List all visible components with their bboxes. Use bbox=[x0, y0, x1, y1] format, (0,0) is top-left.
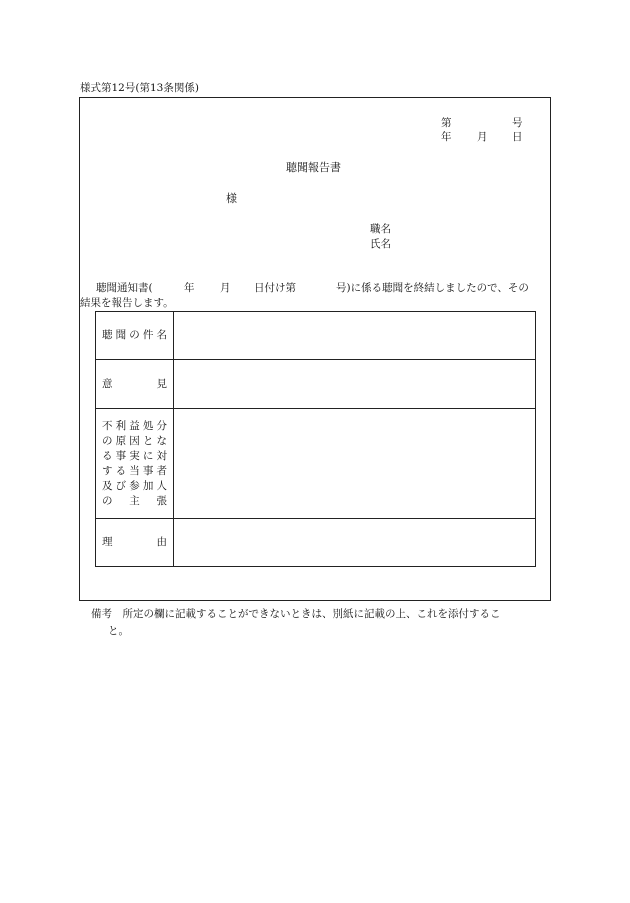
date-year: 年 bbox=[441, 131, 452, 143]
date-month: 月 bbox=[477, 131, 488, 143]
label-char: 聞 bbox=[115, 329, 127, 341]
number-prefix: 第 bbox=[441, 117, 452, 129]
label-char: す bbox=[102, 464, 113, 477]
label-char: 利 bbox=[115, 419, 127, 432]
label-char: 加 bbox=[142, 479, 154, 492]
label-char: と bbox=[142, 434, 154, 447]
label-char: る bbox=[102, 449, 113, 462]
body-notice-ref: 聴聞通知書( bbox=[96, 282, 153, 294]
row-label-opinion bbox=[96, 360, 174, 409]
label-char: 実 bbox=[129, 449, 140, 462]
remarks-note: 備考 所定の欄に記載することができないときは、別紙に記載の上、これを添付するこ bbox=[91, 608, 501, 620]
label-char: 人 bbox=[156, 479, 167, 492]
table-row bbox=[96, 519, 536, 567]
label-char: に bbox=[142, 449, 154, 462]
body-date-no: 日付け第 bbox=[254, 282, 296, 294]
row-label-reason bbox=[96, 519, 174, 567]
table-row bbox=[96, 312, 536, 360]
label-char: る bbox=[115, 464, 127, 477]
row-value-case-name[interactable] bbox=[174, 312, 536, 360]
remarks-note-continued: と。 bbox=[108, 625, 129, 637]
label-char: 当 bbox=[129, 464, 140, 477]
sender-name-label: 氏名 bbox=[370, 238, 391, 250]
row-value-reason[interactable] bbox=[174, 519, 536, 567]
body-month: 月 bbox=[220, 282, 231, 294]
addressee-suffix: 様 bbox=[226, 192, 237, 205]
label-char: 理 bbox=[102, 536, 113, 548]
label-char: 者 bbox=[156, 464, 167, 477]
body-text-line2: 結果を報告します。 bbox=[80, 297, 174, 309]
label-char: 主 bbox=[129, 494, 140, 507]
label-char: 対 bbox=[156, 449, 167, 462]
row-label-claims bbox=[96, 409, 174, 519]
label-char: な bbox=[156, 434, 167, 447]
label-char: 件 bbox=[142, 329, 154, 341]
form-number-header: 様式第12号(第13条関係) bbox=[80, 82, 199, 94]
label-char: 聴 bbox=[102, 329, 113, 341]
label-char: の bbox=[129, 329, 140, 341]
label-char: 意 bbox=[102, 377, 113, 390]
row-label-case-name bbox=[96, 312, 174, 360]
label-char: 益 bbox=[129, 419, 140, 432]
label-char: 参 bbox=[129, 479, 140, 492]
hearing-items-table bbox=[95, 311, 536, 567]
label-char: 事 bbox=[142, 464, 154, 477]
label-char: 因 bbox=[129, 434, 140, 447]
label-char: 張 bbox=[156, 494, 167, 507]
label-char: 分 bbox=[156, 419, 167, 432]
sender-title-label: 職名 bbox=[370, 223, 391, 235]
label-char: 事 bbox=[115, 449, 127, 462]
table-row bbox=[96, 409, 536, 519]
body-conclusion: 号)に係る聴聞を終結しましたので、その bbox=[336, 282, 529, 294]
label-char: 及 bbox=[102, 479, 113, 492]
label-char: 見 bbox=[156, 377, 167, 390]
document-title: 聴聞報告書 bbox=[286, 161, 341, 174]
number-suffix: 号 bbox=[512, 117, 523, 129]
label-char: 処 bbox=[142, 419, 154, 432]
label-char: 由 bbox=[156, 536, 167, 548]
row-value-opinion[interactable] bbox=[174, 360, 536, 409]
label-char: の bbox=[102, 434, 113, 447]
label-char: の bbox=[102, 494, 113, 507]
label-char: 不 bbox=[102, 419, 113, 432]
label-char: び bbox=[115, 479, 127, 492]
label-char: 名 bbox=[156, 329, 167, 341]
label-char: 原 bbox=[115, 434, 127, 447]
table-row bbox=[96, 360, 536, 409]
date-day: 日 bbox=[512, 131, 523, 143]
body-year: 年 bbox=[184, 282, 195, 294]
row-value-claims[interactable] bbox=[174, 409, 536, 519]
